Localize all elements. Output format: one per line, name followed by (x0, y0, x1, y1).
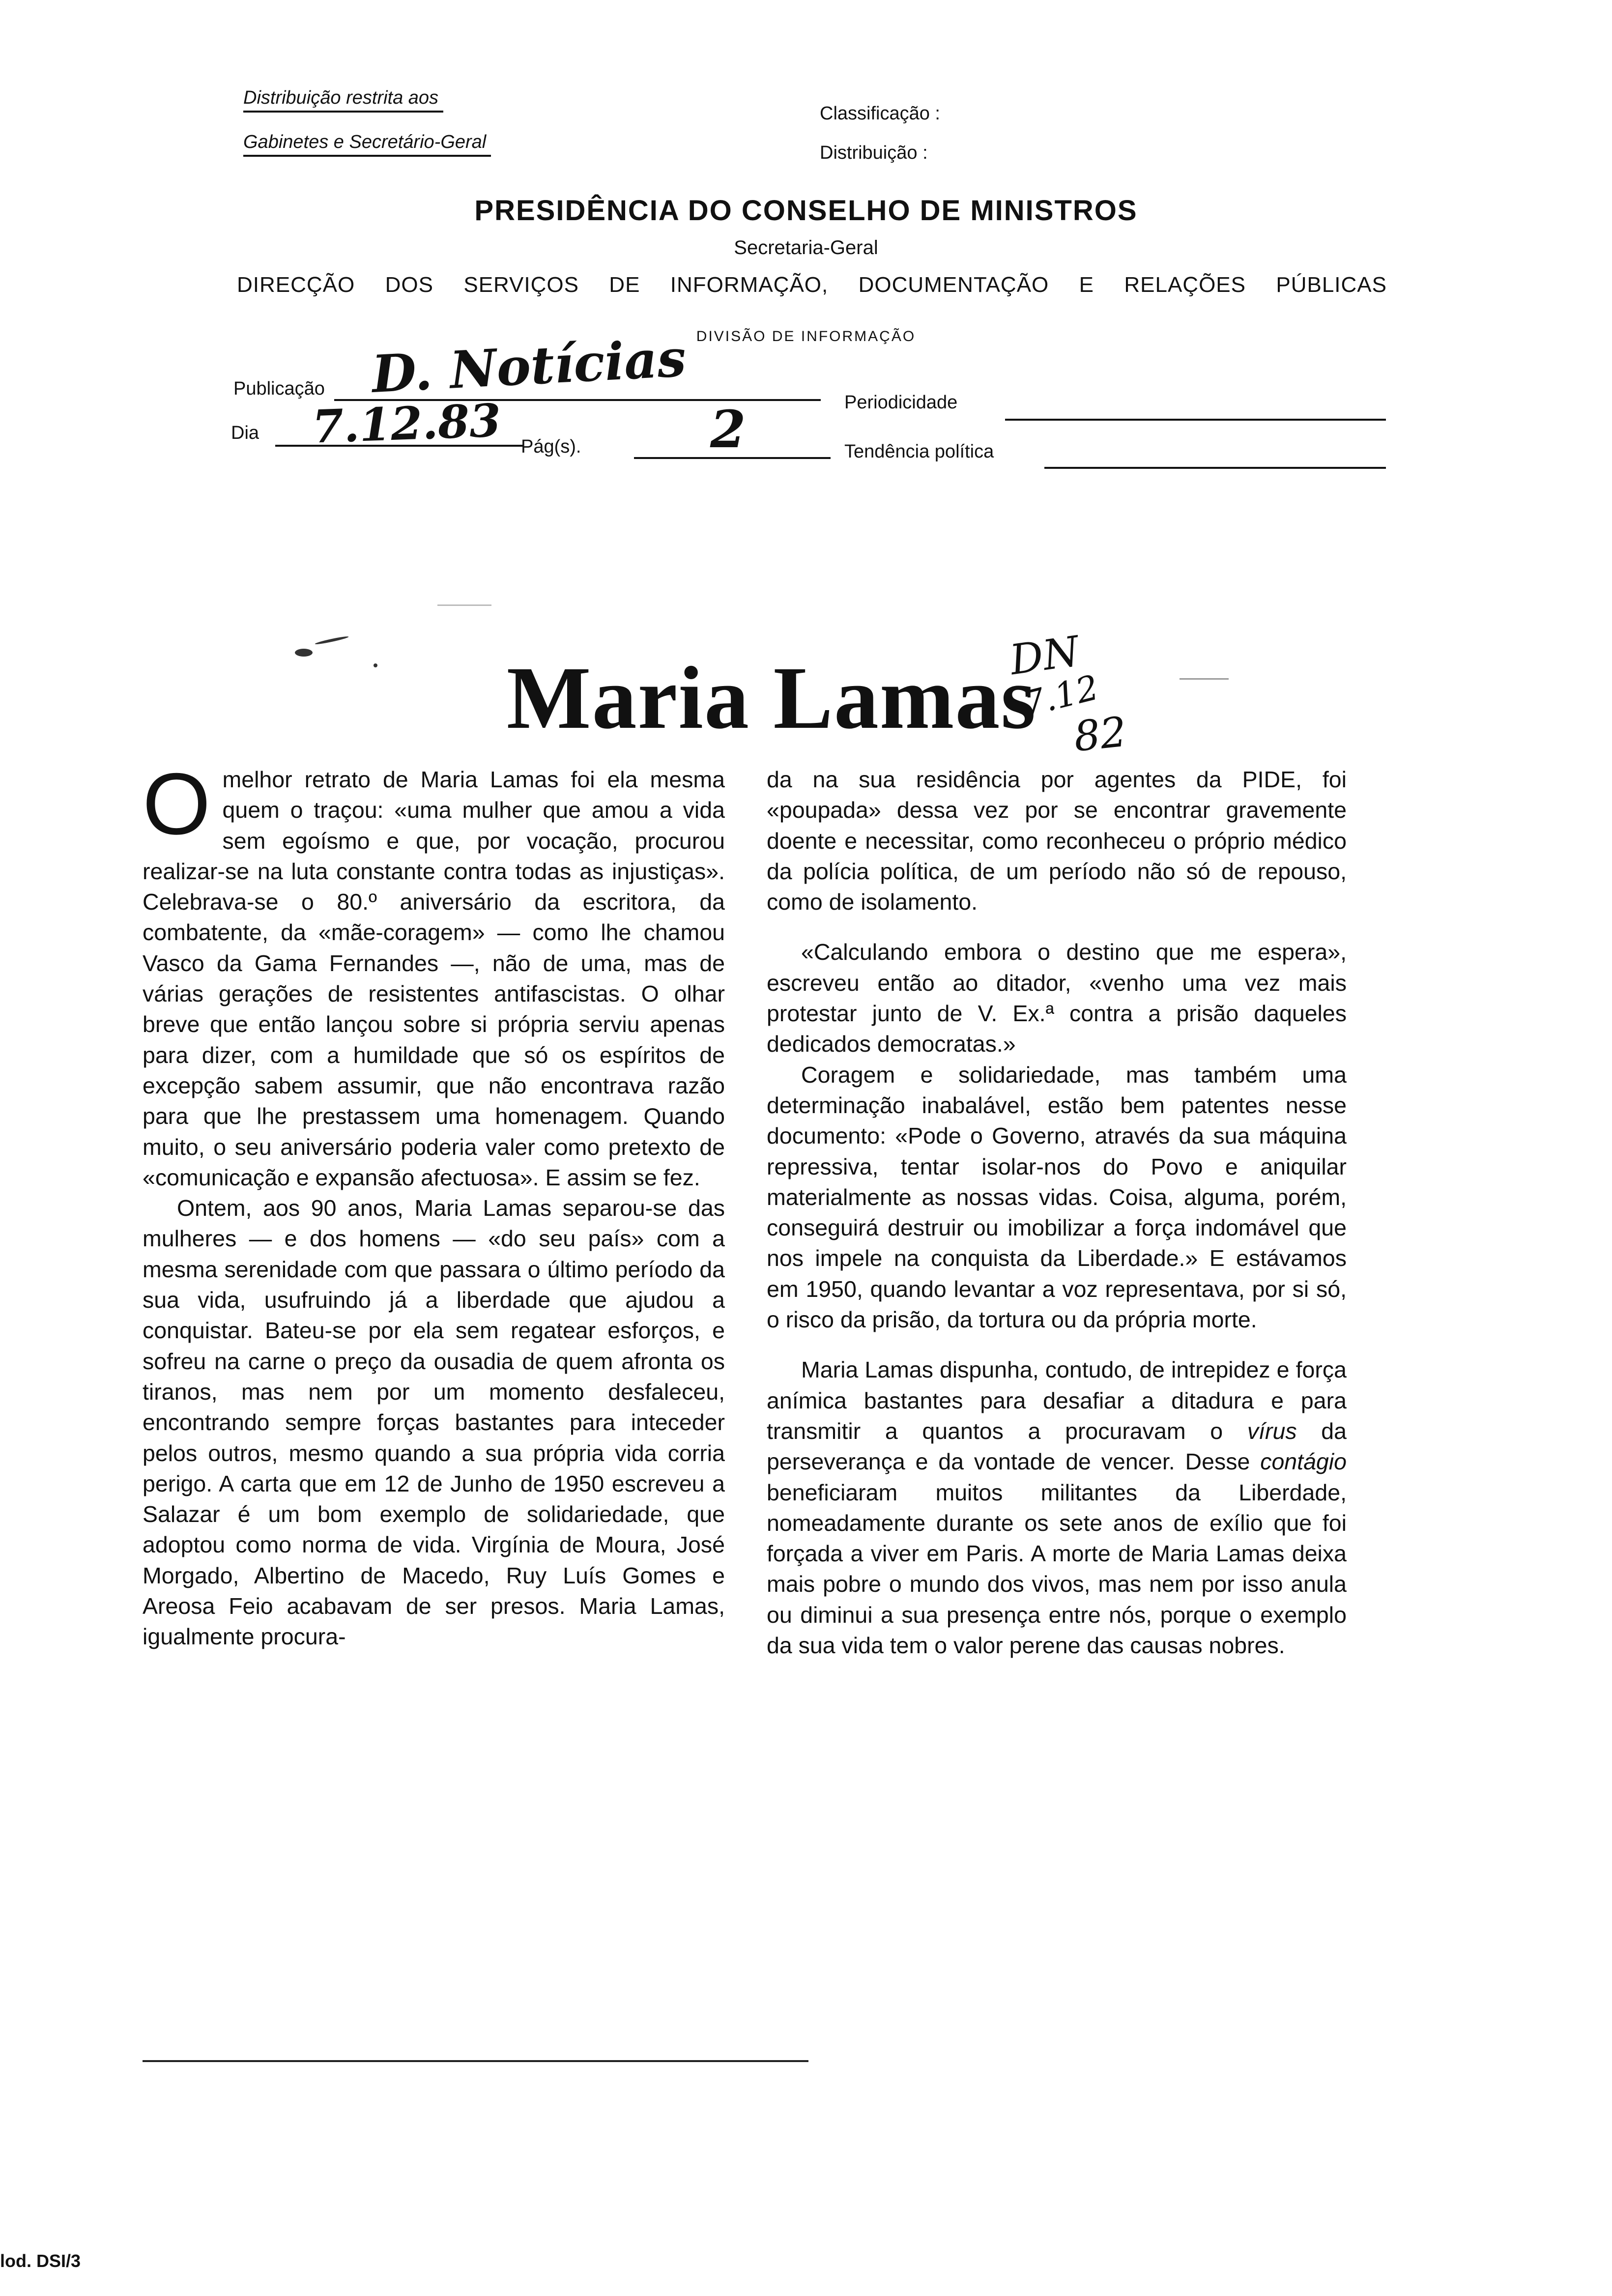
periodicity-label: Periodicidade (844, 392, 958, 413)
day-label: Dia (231, 423, 259, 443)
publication-label: Publicação (233, 378, 325, 399)
drop-cap: O (143, 755, 211, 853)
political-tendency-label: Tendência política (844, 441, 994, 462)
form-code: lod. DSI/3 (0, 2251, 81, 2271)
scan-mark (437, 604, 491, 606)
secretariat-subtitle: Secretaria-Geral (734, 237, 878, 258)
pages-label: Pág(s). (521, 436, 581, 457)
paragraph: Omelhor retrato de Maria Lamas foi ela mesma quem o traçou: «uma mulher que amou a vida sem egoísmo e que, por vocação, procurou realizar-se na luta constante contra todas as injustiças». Celebrava-se o 80.º aniversário da escritora, da combatente, da «mãe-coragem» — como lhe chamou Vasco da Gama Fernandes —, não de uma, mas de várias gerações de resistentes antifascistas. O olhar breve que então lançou sobre si própria serviu apenas para dizer, com a humildade que só os espíritos de excepção sabem assumir, que não encontrava razão para que lhe prestassem uma homenagem. Quando muito, o seu aniversário poderia valer como pretexto de «comunicação e expansão afectuosa». E assim se fez. (143, 755, 725, 1190)
pages-handwritten-value: 2 (710, 399, 746, 459)
restriction-notice-line1: Distribuição restrita aos (243, 87, 438, 109)
day-handwritten-value: 7.12.83 (311, 394, 502, 454)
scan-mark (1180, 678, 1229, 680)
italic-word: contágio (1260, 1449, 1347, 1475)
article-column-right (767, 764, 1347, 1661)
article-end-rule (143, 2060, 808, 2062)
article-column-left (143, 755, 725, 1652)
paragraph: «Calculando embora o destino que me espera», escreveu então ao ditador, «venho uma vez mais protestar junto de V. Ex.ª contra a prisão daqueles dedicados democratas.» (767, 939, 1347, 1057)
margin-note-mid: 7.12 (1018, 667, 1103, 725)
periodicity-line (1005, 419, 1386, 421)
paragraph: Ontem, aos 90 anos, Maria Lamas separou-se das mulheres — e dos homens — «do seu país» com a mesma serenidade com que passara o último período da sua vida, usufruindo já a liberdade que ajudou a conquistar. Bateu-se por ela sem regatear esforços, e sofreu na carne o preço da ousadia de quem afronta os tiranos, mas nem por um momento desfaleceu, encontrando sempre forças bastantes para inteceder pelos outros, mesmo quando a sua própria vida corria perigo. A carta que em 12 de Junho de 1950 escreveu a Salazar é um bom exemplo de solidariedade, que adoptou como norma de vida. Virgínia de Moura, José Morgado, Albertino de Macedo, Ruy Luís Gomes e Areosa Feio acabavam de ser presos. Maria Lamas, igualmente procura- (143, 1195, 725, 1650)
division-line: DIVISÃO DE INFORMAÇÃO (696, 328, 916, 344)
paragraph: Coragem e solidariedade, mas também uma determinação inabalável, estão bem patentes nesse documento: «Pode o Governo, através da sua máquina repressiva, tentar isolar-nos do Povo e aniquilar materialmente as nossas vidas. Coisa, alguma, porém, conseguirá destruir ou imobilizar a força indomável que nos impele na conquista da Liberdade.» E estávamos em 1950, quando levantar a voz representava, por si só, o risco da prisão, da tortura ou da própria morte. (767, 1062, 1347, 1333)
scan-speck (374, 663, 377, 667)
classification-label: Classificação : (820, 103, 940, 124)
restriction-notice-line2: Gabinetes e Secretário-Geral (243, 132, 486, 153)
scan-speck (315, 635, 349, 645)
political-tendency-line (1044, 467, 1386, 469)
distribution-label: Distribuição : (820, 143, 928, 163)
italic-word: vírus (1247, 1418, 1297, 1444)
margin-note-bottom: 82 (1071, 707, 1129, 761)
margin-note-top: DN (1007, 627, 1082, 685)
article-title: Maria Lamas (506, 649, 1037, 747)
scan-speck (295, 649, 313, 657)
institution-title: PRESIDÊNCIA DO CONSELHO DE MINISTROS (474, 195, 1138, 227)
publication-handwritten-value: D. Notícias (370, 327, 688, 404)
directorate-line: DIRECÇÃO DOS SERVIÇOS DE INFORMAÇÃO, DOCUMENTAÇÃO E RELAÇÕES PÚBLICAS (237, 273, 1387, 297)
paragraph: da na sua residência por agentes da PIDE, foi «poupada» dessa vez por se encontrar gravemente doente e necessitar, como reconheceu o próprio médico da polícia política, de um período não só de repouso, como de isolamento. (767, 767, 1347, 915)
paragraph: Maria Lamas dispunha, contudo, de intrepidez e força anímica bastantes para desafiar a ditadura e para transmitir a quantos a procuravam o vírus da perseverança e da vontade de vencer. Desse contágio beneficiaram muitos militantes da Liberdade, nomeadamente durante os sete anos de exílio que foi forçada a viver em Paris. A morte de Maria Lamas deixa mais pobre o mundo dos vivos, mas nem por isso anula ou diminui a sua presença entre nós, porque o exemplo da sua vida tem o valor perene das causas nobres. (767, 1357, 1347, 1659)
